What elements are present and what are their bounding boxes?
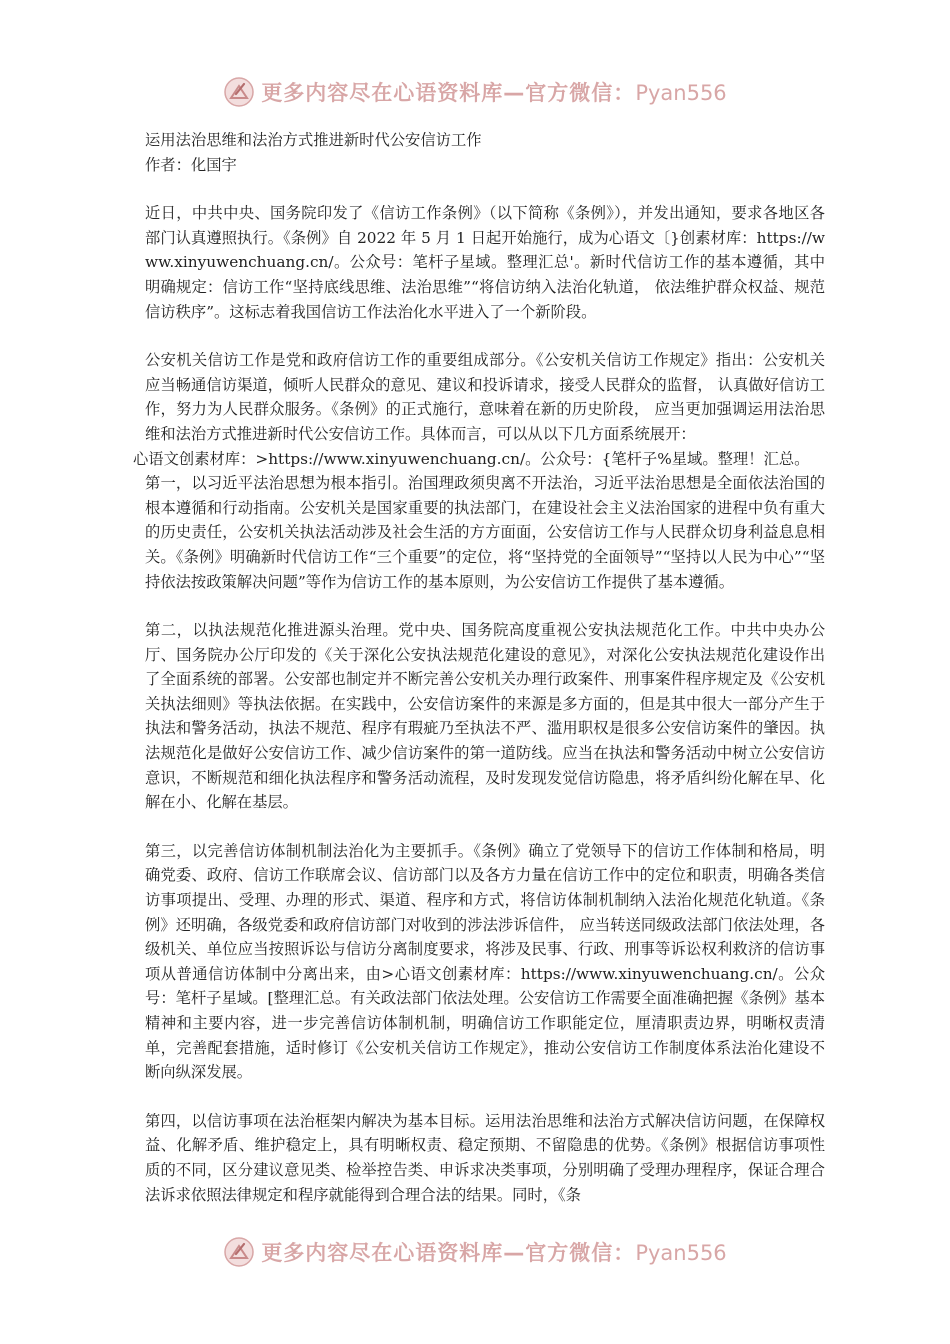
banner-text: 更多内容尽在心语资料库—官方微信：Pyan556 — [261, 1241, 727, 1265]
footer-banner — [0, 1232, 950, 1272]
article-body — [133, 128, 825, 1207]
paragraph: 近日，中共中央、国务院印发了《信访工作条例》（以下简称《条例》），并发出通知，要求各地区各部门认真遵照执行。《条例》自 2022 年 5 月 1 日起开始施行，成为心语文〔}创素材库：https://www.xinyuwenchuang.cn/。公众号：笔杆子星域。整理汇总'。新时代信访工作的基本遵循，其中明确规定：信访工作“坚持底线思维、法治思维”“将信访纳入法治化轨道， 依法维护群众权益、规范信访秩序”。这标志着我国信访工作法治化水平进入了一个新阶段。 — [145, 204, 825, 321]
banner-text: 更多内容尽在心语资料库—官方微信：Pyan556 — [261, 81, 727, 105]
article-author: 作者：化国宇 — [145, 155, 237, 174]
source-watermark-line: 心语文创素材库：>https://www.xinyuwenchuang.cn/。公众号：{笔杆子%星域。整理！汇总。 — [133, 449, 810, 468]
section-paragraph: 第三，以完善信访体制机制法治化为主要抓手。《条例》确立了党领导下的信访工作体制和格局，明确党委、政府、信访工作联席会议、信访部门以及各方力量在信访工作中的定位和职责，明确各类信访事项提出、受理、办理的形式、渠道、程序和方式，将信访体制机制纳入法治化规范化轨道。《条例》还明确，各级党委和政府信访部门对收到的涉法涉诉信件， 应当转送同级政法部门依法处理，各级机关、单位应当按照诉讼与信访分离制度要求，将涉及民事、行政、刑事等诉讼权利救济的信访事项从普通信访体制中分离出来，由>心语文创素材库：https://www.xinyuwenchuang.cn/。公众号：笔杆子星域。[整理汇总。有关政法部门依法处理。公安信访工作需要全面准确把握《条例》基本精神和主要内容，进一步完善信访体制机制，明确信访工作职能定位，厘清职责边界，明晰权责清单，完善配套措施，适时修订《公安机关信访工作规定》，推动公安信访工作制度体系法治化建设不断向纵深发展。 — [145, 841, 825, 1082]
section-paragraph: 第二，以执法规范化推进源头治理。党中央、国务院高度重视公安执法规范化工作。中共中央办公厅、国务院办公厅印发的《关于深化公安执法规范化建设的意见》，对深化公安执法规范化建设作出了全面系统的部署。公安部也制定并不断完善公安机关办理行政案件、刑事案件程序规定及《公安机关执法细则》等执法依据。在实践中，公安信访案件的来源是多方面的，但是其中很大一部分产生于执法和警务活动，执法不规范、程序有瑕疵乃至执法不严、滥用职权是很多公安信访案件的肇因。执法规范化是做好公安信访工作、减少信访案件的第一道防线。应当在执法和警务活动中树立公安信访意识，不断规范和细化执法程序和警务活动流程，及时发现发觉信访隐患，将矛盾纠纷化解在早、化解在小、化解在基层。 — [145, 621, 825, 812]
book-pen-logo-icon — [223, 76, 255, 108]
wechat-handle: Pyan556 — [635, 1241, 727, 1265]
book-pen-logo-icon — [223, 1236, 255, 1268]
article-title: 运用法治思维和法治方式推进新时代公安信访工作 — [145, 131, 482, 149]
section-paragraph: 第一，以习近平法治思想为根本指引。治国理政须臾离不开法治，习近平法治思想是全面依法治国的根本遵循和行动指南。公安机关是国家重要的执法部门，在建设社会主义法治国家的进程中负有重大的历史责任，公安机关执法活动涉及社会生活的方方面面，公安信访工作与人民群众切身利益息息相关。《条例》明确新时代信访工作“三个重要”的定位，将“坚持党的全面领导”“坚持以人民为中心”“坚持依法按政策解决问题”等作为信访工作的基本原则，为公安信访工作提供了基本遵循。 — [145, 474, 825, 591]
paragraph: 公安机关信访工作是党和政府信访工作的重要组成部分。《公安机关信访工作规定》指出：公安机关应当畅通信访渠道，倾听人民群众的意见、建议和投诉请求，接受人民群众的监督， 认真做好信访工作，努力为人民群众服务。《条例》的正式施行，意味着在新的历史阶段， 应当更加强调运用法治思维和法治方式推进新时代公安信访工作。具体而言，可以从以下几方面系统展开： — [145, 351, 825, 443]
header-banner — [0, 72, 950, 112]
wechat-handle: Pyan556 — [635, 81, 727, 105]
section-paragraph: 第四，以信访事项在法治框架内解决为基本目标。运用法治思维和法治方式解决信访问题，在保障权益、化解矛盾、维护稳定上，具有明晰权责、稳定预期、不留隐患的优势。《条例》根据信访事项性质的不同，区分建议意见类、检举控告类、申诉求决类事项，分别明确了受理办理程序，保证合理合法诉求依照法律规定和程序就能得到合理合法的结果。同时，《条 — [145, 1111, 825, 1204]
